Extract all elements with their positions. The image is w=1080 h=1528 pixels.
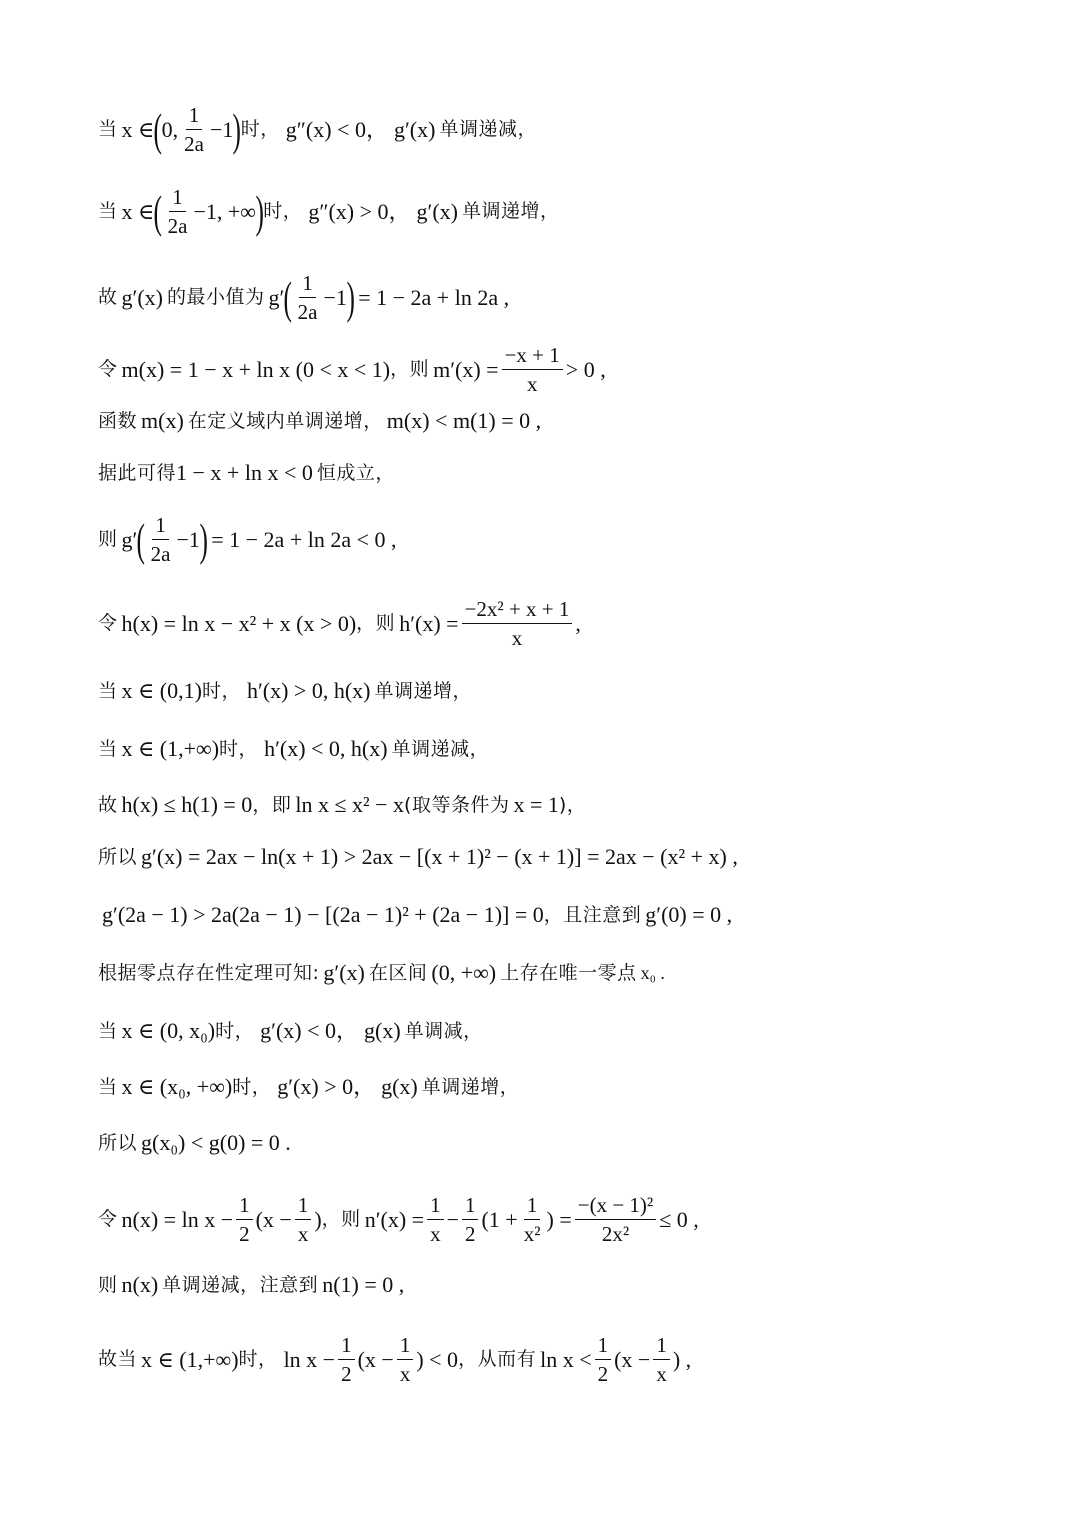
fraction: $\frac{1}{\text{x²}}$ xyxy=(523,1193,541,1247)
line-3 xyxy=(98,272,509,323)
math: (x − xyxy=(357,1346,394,1372)
text: 当 xyxy=(98,1075,118,1098)
text: )， xyxy=(558,793,587,816)
math: ln x < xyxy=(540,1346,592,1372)
fraction: $\frac{1}{x}$ xyxy=(397,1334,414,1385)
text: 单调递减， xyxy=(391,737,490,760)
text: 单调递增， xyxy=(421,1075,520,1098)
math: > 0 , xyxy=(565,356,606,382)
text: 时， xyxy=(263,200,303,223)
fraction: $\frac{1}{2}$ xyxy=(462,1194,479,1245)
math: −1 xyxy=(323,284,347,310)
fraction: $\frac{1}{2a}$ xyxy=(150,513,171,567)
math: x ∈ xyxy=(121,198,155,224)
math: x ∈ (0, x₀) xyxy=(121,1018,216,1043)
line-12 xyxy=(98,846,738,868)
math: 1 − x + ln x < 0 xyxy=(176,460,313,485)
math: , xyxy=(575,610,581,636)
line-10 xyxy=(98,738,489,760)
text: (取等条件为 xyxy=(404,793,510,816)
text: 当 xyxy=(98,679,118,702)
math: 0, xyxy=(161,116,179,142)
text: 单调递减， xyxy=(439,118,537,141)
text: 令 xyxy=(98,612,118,635)
line-6 xyxy=(98,462,395,484)
line-20 xyxy=(98,1334,691,1385)
line-11 xyxy=(98,794,586,816)
math: g(x) xyxy=(381,1074,418,1099)
math: g(x₀) < g(0) = 0 . xyxy=(141,1130,291,1155)
paren: ( xyxy=(283,271,293,323)
math: x₀ . xyxy=(640,963,665,983)
math: n′(x) = xyxy=(364,1206,425,1232)
math: = 1 − 2a + ln 2a , xyxy=(358,284,510,310)
line-8 xyxy=(98,598,581,649)
paren: ( xyxy=(136,513,146,565)
math: m(x) < m(1) = 0 , xyxy=(386,408,542,433)
math: (1 + xyxy=(481,1206,518,1232)
line-17 xyxy=(98,1132,291,1154)
math: h′(x) = xyxy=(399,610,459,636)
text: 则 xyxy=(98,1273,118,1296)
text: ，从而有 xyxy=(458,1348,537,1371)
math: = 1 − 2a + ln 2a < 0 , xyxy=(211,526,397,552)
math: −1 xyxy=(209,116,234,142)
line-7 xyxy=(98,514,397,565)
math: ) = xyxy=(546,1206,572,1232)
text: ，则 xyxy=(390,358,430,381)
text: 则 xyxy=(98,528,118,551)
text: 时， xyxy=(201,679,241,702)
line-19 xyxy=(98,1274,404,1296)
text: 根据零点存在性定理可知: xyxy=(98,961,320,984)
text: 单调递减，注意到 xyxy=(162,1273,319,1296)
text: 单调递增， xyxy=(462,200,560,223)
math: ) xyxy=(314,1206,322,1232)
text: 令 xyxy=(98,1208,118,1231)
line-4 xyxy=(98,344,606,395)
paren: ( xyxy=(153,185,163,237)
math: ) , xyxy=(672,1346,692,1372)
math: g′ xyxy=(268,284,285,310)
text: 故当 xyxy=(98,1348,138,1371)
math: − xyxy=(446,1206,459,1232)
math: x ∈ (x₀, +∞) xyxy=(121,1074,233,1099)
math: (x − xyxy=(255,1206,292,1232)
math: ≤ 0 , xyxy=(659,1206,699,1232)
text: ，则 xyxy=(321,1208,361,1231)
text: 在区间 xyxy=(368,961,428,984)
text: 所以 xyxy=(98,1131,138,1154)
text: 时， xyxy=(215,1019,255,1042)
text: 在定义域内单调递增， xyxy=(187,409,383,432)
math: m′(x) = xyxy=(433,356,499,382)
text: 时， xyxy=(219,737,259,760)
line-14 xyxy=(98,962,665,984)
math: ln x − xyxy=(283,1346,336,1372)
line-18 xyxy=(98,1194,699,1245)
fraction: $\frac{1}{2}$ xyxy=(236,1194,253,1245)
text: 故 xyxy=(98,286,118,309)
fraction: $\frac{1}{x}$ xyxy=(295,1194,312,1245)
math: h′(x) < 0, h(x) xyxy=(264,736,388,761)
fraction: $\frac{1}{2a}$ xyxy=(297,271,318,325)
math: n(1) = 0 , xyxy=(322,1272,405,1297)
math: x ∈ (0,1) xyxy=(121,678,202,703)
fraction: $\frac{-x + 1}{x}$ xyxy=(502,344,563,395)
text: 所以 xyxy=(98,845,138,868)
math: x = 1 xyxy=(513,792,559,817)
paren: ( xyxy=(153,103,163,155)
text: ，则 xyxy=(356,612,396,635)
math: n(x) = ln x − xyxy=(121,1206,234,1232)
math: g′ xyxy=(121,526,138,552)
text: 当 xyxy=(98,737,118,760)
line-2 xyxy=(98,186,560,237)
text: 令 xyxy=(98,358,118,381)
math: ) < 0 xyxy=(416,1346,459,1372)
math: (0, +∞) xyxy=(431,960,497,985)
text: 据此可得 xyxy=(98,461,177,484)
math: g″(x) > 0， xyxy=(308,198,411,224)
math: g′(x) < 0， xyxy=(260,1018,359,1043)
math: g″(x) < 0， xyxy=(285,116,388,142)
math: h(x) ≤ h(1) = 0 xyxy=(121,792,253,817)
math: −1 xyxy=(176,526,200,552)
math: −1, +∞ xyxy=(193,198,256,224)
fraction: $\frac{\text{−(x − 1)²}}{\text{2x²}}$ xyxy=(575,1194,656,1245)
text: 故 xyxy=(98,793,118,816)
paren: ) xyxy=(199,513,208,565)
math: g′(x) > 0， xyxy=(277,1074,376,1099)
math: x ∈ (1,+∞) xyxy=(141,1346,239,1372)
line-13 xyxy=(98,904,732,926)
text: 单调减， xyxy=(404,1019,483,1042)
text: 恒成立， xyxy=(316,461,395,484)
math: m(x) xyxy=(141,408,184,433)
text: ，且注意到 xyxy=(543,903,642,926)
math: g(x) xyxy=(364,1018,401,1043)
paren: ) xyxy=(255,185,264,237)
text: 上存在唯一零点 xyxy=(500,961,637,984)
fraction: $\frac{1}{x}$ xyxy=(653,1334,670,1385)
fraction: $\frac{1}{2}$ xyxy=(595,1334,612,1385)
math: g′(x) xyxy=(323,960,365,985)
fraction: $\frac{1}{2a}$ xyxy=(184,103,204,157)
fraction: $\frac{1}{2a}$ xyxy=(167,185,188,239)
math: g′(x) xyxy=(416,198,459,224)
math: g′(x) = 2ax − ln(x + 1) > 2ax − [(x + 1)² − (x + 1)] = 2ax − (x² + x) , xyxy=(141,844,738,869)
math: n(x) xyxy=(121,1272,159,1297)
line-5 xyxy=(98,410,541,432)
math: x ∈ xyxy=(121,116,155,142)
text: 时， xyxy=(232,1075,272,1098)
line-1 xyxy=(98,104,537,155)
text: 单调递增， xyxy=(374,679,473,702)
text: 函数 xyxy=(98,409,138,432)
text: 当 xyxy=(98,200,118,223)
math: g′(x) xyxy=(121,284,163,310)
math: g′(2a − 1) > 2a(2a − 1) − [(2a − 1)² + (2a − 1)] = 0 xyxy=(102,902,544,927)
text: 当 xyxy=(98,118,118,141)
paren: ) xyxy=(346,271,355,323)
line-16 xyxy=(98,1076,519,1098)
fraction: $\frac{1}{x}$ xyxy=(427,1194,444,1245)
text: 的最小值为 xyxy=(166,286,265,309)
fraction: $\frac{\text{−2x² + x + 1}}{x}$ xyxy=(462,598,573,649)
fraction: $\frac{1}{2}$ xyxy=(338,1334,355,1385)
text: 时， xyxy=(238,1348,278,1371)
text: 时， xyxy=(240,118,280,141)
math: m(x) = 1 − x + ln x (0 < x < 1) xyxy=(121,356,391,382)
math: (x − xyxy=(614,1346,651,1372)
line-9 xyxy=(98,680,472,702)
math: h(x) = ln x − x² + x (x > 0) xyxy=(121,610,357,636)
line-15 xyxy=(98,1020,483,1042)
math: h′(x) > 0, h(x) xyxy=(246,678,371,703)
math: g′(0) = 0 , xyxy=(645,902,733,927)
paren: ) xyxy=(232,103,242,155)
math: g′(x) xyxy=(393,116,436,142)
math: ln x ≤ x² − x xyxy=(295,792,405,817)
text: ，即 xyxy=(252,793,292,816)
text: 当 xyxy=(98,1019,118,1042)
math: x ∈ (1,+∞) xyxy=(121,736,220,761)
